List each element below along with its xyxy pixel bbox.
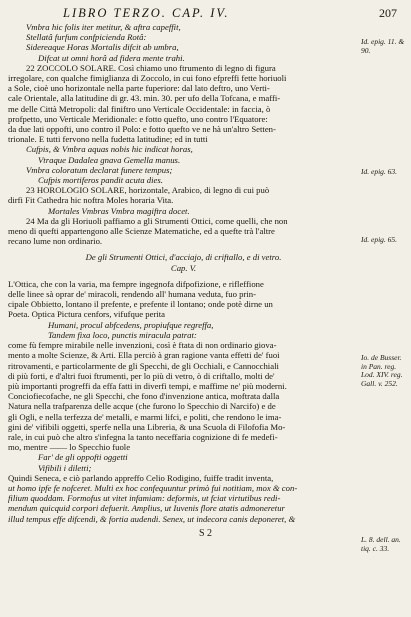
text-line: 22 ZOCCOLO SOLARE. Così chiamo uno ftrumento di legno di figura <box>26 62 276 73</box>
running-header <box>8 4 403 22</box>
text-line: Vmbra hic folis iter metitur, & aftra capeffit, <box>26 22 181 32</box>
text-line: Cap. V. <box>170 262 197 273</box>
text-line: irregolare, con qualche fimiglianza di Zoccolo, in cui fono efpreffi fette horiuoli <box>8 73 287 84</box>
text-line: Natura nella trafparenza delle acque (che furono lo Specchio di Narcifo) e de <box>8 401 276 412</box>
page-body <box>8 22 359 524</box>
text-line: cale Orientale, alla latitudine di gr. 43. min. 30. per ufo della Tofcana, e maffi- <box>8 93 281 104</box>
text-line: Mortales Vmbras Vmbra magiftra docet. <box>48 205 190 216</box>
text-line: rale, in cui può che altro s'infegna la tanto neceffaria cognizione di fe medefi- <box>8 431 278 442</box>
margin-note: Io. de Busser. in Pan. reg. Lod. XIV. reg. Gall. v. 252. <box>361 353 403 388</box>
text-line: ritrovamenti, e particolarmente de gli Specchi, de gli Occhiali, e Cannocchiali <box>8 360 279 371</box>
text-line: da due lati oppofti, uno contro il Polo: e fotto quefto ve ne hà un'altro Setten- <box>8 124 276 135</box>
text-line: Conciofiecofache, ne gli Specchi, che fono d'invenzione antica, moftrata dalla <box>8 391 280 402</box>
text-line: più importanti progreffi da effa fatti in diverfi tempi, e maffime ne' più moderni. <box>8 380 287 391</box>
text-line: Far' de gli oppofti oggetti <box>38 452 128 463</box>
text-line: Cufpis, & Vmbra aquas nobis hic indicat horas, <box>26 144 193 155</box>
text-line: mendum quicquid corpori defuerit. Amplius, ut Iuvenis flore atatis admoneretur <box>8 503 285 514</box>
margin-note: Id. epig. 65. <box>361 235 398 244</box>
text-line: me delle Città Metropoli: dal finiftro uno Verticale Occidentale: in faccia, ò <box>8 103 271 114</box>
text-line: Sidereaque Horas Mortalis difcit ab umbra, <box>26 42 179 53</box>
text-line: gli Ogli, e nella terfezza de' metalli, e marmi lifci, e politi, che rendono le ima- <box>8 411 282 422</box>
page-number: 207 <box>379 6 397 20</box>
text-line: Cufpis mortiferos pandit acuta dies. <box>38 175 163 186</box>
text-line: Difcat ut omni horâ ad fidera mente trahi. <box>38 52 185 63</box>
text-line: 23 HOROLOGIO SOLARE, horizontale, Arabico, di legno di cui può <box>26 185 270 196</box>
text-line: Vtraque Dadalea gnava Gemella manus. <box>38 154 181 165</box>
text-line: delle linee sà oprar de' miracoli, rendendo all' humana veduta, fuo prin- <box>8 289 256 300</box>
text-line: di più forti, e d'altri fuoi ftrumenti, per lo più di vetro, ò di criftallo, molti de' <box>8 370 275 381</box>
text-line: recano lume non ordinario. <box>8 236 103 247</box>
text-line: ut homo ipfe fe nofceret. Multi ex hoc confequuntur primò fui notitiam, mox & con- <box>8 482 298 493</box>
header-title: LIBRO TERZO. CAP. IV. <box>63 6 230 20</box>
text-line: Tandem fixa loco, punctis miracula patrat: <box>48 329 197 340</box>
text-line: L'Ottica, che con la varia, ma fempre ingegnofa difpofizione, e rifleffione <box>8 278 264 289</box>
text-line: dirfi Fit Cathedra hic noftra Moles horaria Vita. <box>8 195 174 206</box>
text-line: Humani, procul abfcedens, propiufque regreffa, <box>48 319 214 330</box>
text-line: gini de' vifibili oggetti, sperfe nella una Libreria, & una Scuola di Filofofia Mo- <box>8 421 286 432</box>
text-line: mento a molte Scienze, & Arti. Ella perciò à gran ragione vanta effetti de' fuoi <box>8 350 280 361</box>
signature-mark: S 2 <box>198 527 213 539</box>
text-line: De gli Strumenti Ottici, d'acciajo, di criftallo, e di vetro. <box>85 252 282 263</box>
margin-note: L. 8. dell. an. tiq. c. 33. <box>361 535 401 553</box>
text-line: 24 Ma da gli Horiuoli paffiamo a gli Strumenti Ottici, come quelli, che non <box>26 215 288 226</box>
text-line: cipale Obbietto, lontano il prefente, e prefente il lontano; onde potè dirne un <box>8 299 273 310</box>
text-line: Stellatâ furfum confpicienda Rotâ: <box>26 32 147 43</box>
margin-note: Id. epig. 63. <box>361 167 398 176</box>
text-line: meno di quefti appartengono alle Scienze Matematiche, ed a quefte trà l'altre <box>8 226 275 237</box>
text-line: a Sole, cioè uno horizontale nella parte fuperiore: dal lato deftro, uno Verti- <box>8 83 270 94</box>
text-line: Quindi Seneca, e ciò parlando appreffo Celio Rodigino, fuiffe tradit inventa, <box>8 472 274 483</box>
text-line: mo, mentre —— lo Specchio fuole <box>8 442 131 453</box>
text-line: Vifibili i diletti; <box>38 462 92 473</box>
text-line: filium quoddam. Formofus ut vitet infamiam: deformis, ut fciat virtutibus redi- <box>8 493 281 504</box>
text-line: Poeta. Optica Pictura cenfors, vifufque perita <box>8 309 166 320</box>
text-line: illud tempus effe difcendi, & fortia audendi. Senex, ut indecora canis deponeret, & <box>8 513 296 524</box>
text-line: come fù fempre mirabile nelle invenzioni, così è ftata di non ordinario giova- <box>8 340 277 351</box>
text-line: trionale. E tutti fervono nella fudetta latitudine; ed in tutti <box>8 134 208 145</box>
margin-note: Id. epig. 11. & 90. <box>361 37 405 55</box>
text-line: profpetto, uno Verticale Meridionale: e fotto quefto, uno contro l'Equatore: <box>8 113 268 124</box>
text-line: Vmbra coloratum declarat funere tempus; <box>26 164 173 175</box>
